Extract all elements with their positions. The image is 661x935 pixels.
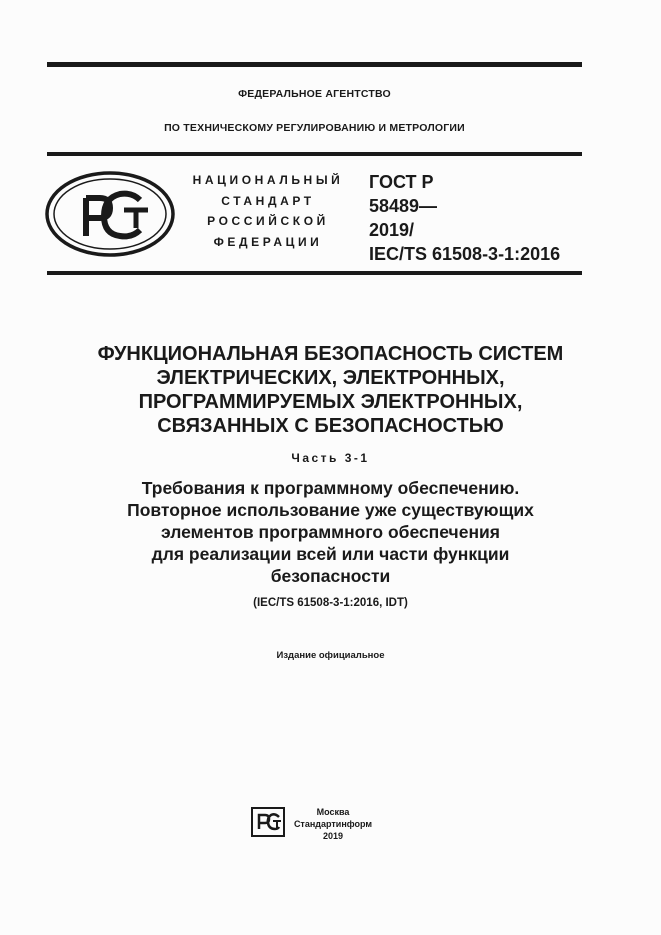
designation-line: IEC/TS 61508-3-1:2016 [369, 244, 561, 264]
title-line: ЭЛЕКТРИЧЕСКИХ, ЭЛЕКТРОННЫХ, [156, 367, 505, 389]
national-standard-line: СТАНДАРТ [221, 193, 315, 208]
document-subtitle [30, 477, 631, 587]
publisher-name: Стандартинформ [293, 819, 373, 829]
title-line: СВЯЗАННЫХ С БЕЗОПАСНОСТЬЮ [157, 415, 504, 437]
publisher-city: Москва [316, 807, 350, 817]
subtitle-line: для реализации всей или части функции [151, 544, 510, 564]
agency-name-line-1: ФЕДЕРАЛЬНОЕ АГЕНТСТВО [238, 88, 391, 100]
national-standard-line: НАЦИОНАЛЬНЫЙ [192, 173, 344, 187]
part-number: Часть 3-1 [291, 451, 370, 465]
publication-year: 2019 [322, 831, 344, 841]
standartinform-logo-icon [251, 807, 285, 837]
national-standard-label [180, 170, 356, 252]
agency-name-line-2: ПО ТЕХНИЧЕСКОМУ РЕГУЛИРОВАНИЮ И МЕТРОЛОГИИ [164, 122, 465, 134]
standard-designation [369, 170, 560, 266]
publisher-imprint [292, 806, 374, 842]
designation-line: 2019/ [369, 220, 415, 240]
title-block-rule [47, 271, 582, 275]
subtitle-line: безопасности [270, 566, 391, 586]
top-rule [47, 62, 582, 67]
iec-reference: (IEC/TS 61508-3-1:2016, IDT) [253, 597, 408, 609]
subtitle-line: Требования к программному обеспечению. [141, 478, 520, 498]
title-line: ПРОГРАММИРУЕМЫХ ЭЛЕКТРОННЫХ, [138, 391, 523, 413]
rst-conformity-mark-icon [44, 170, 176, 258]
designation-line: 58489— [369, 196, 438, 216]
edition-label: Издание официальное [276, 650, 385, 661]
header-rule [47, 152, 582, 156]
national-standard-line: РОССИЙСКОЙ [207, 214, 329, 228]
document-title [30, 342, 631, 438]
subtitle-line: элементов программного обеспечения [161, 522, 500, 542]
national-standard-line: ФЕДЕРАЦИИ [213, 234, 323, 249]
subtitle-line: Повторное использование уже существующих [127, 500, 534, 520]
title-line: ФУНКЦИОНАЛЬНАЯ БЕЗОПАСНОСТЬ СИСТЕМ [97, 343, 564, 365]
designation-line: ГОСТ Р [369, 172, 434, 192]
